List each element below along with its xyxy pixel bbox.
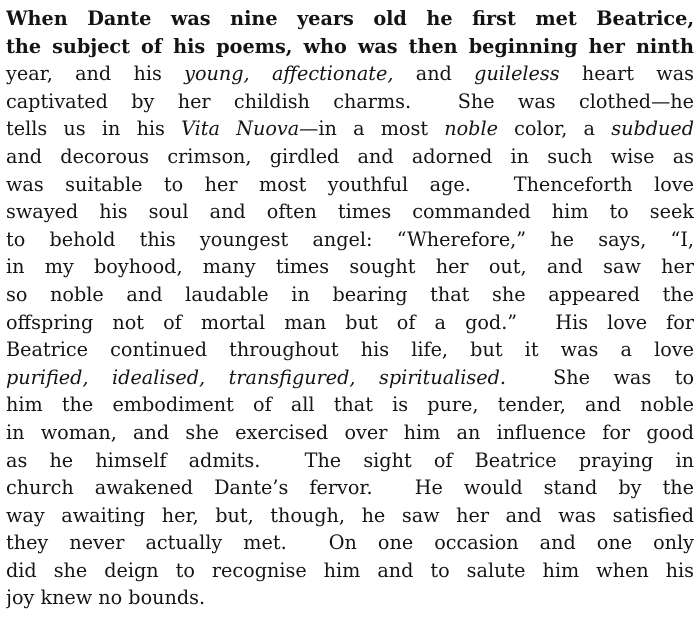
text-line (6, 281, 694, 309)
text-line (6, 60, 694, 88)
text-line (6, 529, 694, 557)
italic-text: young, affectionate, (184, 62, 394, 86)
text-line (6, 502, 694, 530)
text-segment: She was to (506, 365, 694, 389)
text-segment: and decorous crimson, girdled and adorned in such wise as (6, 144, 694, 168)
text-segment: swayed his soul and often times commanded him to seek (6, 200, 694, 224)
body-paragraph (6, 5, 694, 612)
text-line (6, 115, 694, 143)
text-segment: in my boyhood, many times sought her out, and saw her (6, 255, 694, 279)
text-line (6, 557, 694, 585)
text-segment: him the embodiment of all that is pure, tender, and noble (6, 393, 694, 417)
text-line (6, 584, 694, 612)
text-segment: heart was (559, 62, 694, 86)
text-segment: they never actually met. On one occasion and one only (6, 531, 694, 555)
italic-text: subdued (611, 117, 694, 141)
text-line (6, 88, 694, 116)
italic-text: guileless (474, 62, 560, 86)
italic-text: Vita Nuova (181, 117, 300, 141)
document-page (6, 5, 694, 635)
text-segment: the subject of his poems, who was then beginning her ninth (6, 34, 694, 58)
text-segment: way awaiting her, but, though, he saw her and was satisfied (6, 503, 694, 527)
text-line (6, 33, 694, 61)
text-segment: church awakened Dante’s fervor. He would stand by the (6, 476, 694, 500)
text-segment: year, and his (6, 62, 185, 86)
text-line (6, 336, 694, 364)
italic-text: purified, idealised, transfigured, spiritualised. (6, 365, 506, 389)
text-line (6, 253, 694, 281)
text-line (6, 143, 694, 171)
text-segment: Beatrice continued throughout his life, but it was a love (6, 338, 694, 362)
text-segment: captivated by her childish charms. She was clothed—he (6, 89, 694, 113)
text-segment: and (393, 62, 475, 86)
text-line (6, 474, 694, 502)
text-line (6, 171, 694, 199)
text-line (6, 364, 694, 392)
text-segment: so noble and laudable in bearing that she appeared the (6, 282, 694, 306)
text-segment: did she deign to recognise him and to salute him when his (6, 558, 694, 582)
text-segment: as he himself admits. The sight of Beatrice praying in (6, 448, 694, 472)
text-line (6, 309, 694, 337)
text-line (6, 226, 694, 254)
text-segment: joy knew no bounds. (6, 586, 206, 610)
text-line (6, 198, 694, 226)
text-segment: When Dante was nine years old he first met Beatrice, (6, 7, 694, 30)
text-segment: color, a (497, 117, 612, 141)
text-line (6, 5, 694, 33)
text-segment: —in a most (299, 117, 445, 141)
italic-text: noble (444, 117, 498, 141)
text-line (6, 391, 694, 419)
text-segment: to behold this youngest angel: “Wherefore,” he says, “I, (6, 227, 694, 251)
text-segment: in woman, and she exercised over him an influence for good (6, 420, 694, 444)
text-line (6, 419, 694, 447)
text-segment: was suitable to her most youthful age. Thenceforth love (6, 172, 694, 196)
text-line (6, 447, 694, 475)
text-segment: offspring not of mortal man but of a god.” His love for (6, 310, 694, 334)
text-segment: tells us in his (6, 117, 182, 141)
